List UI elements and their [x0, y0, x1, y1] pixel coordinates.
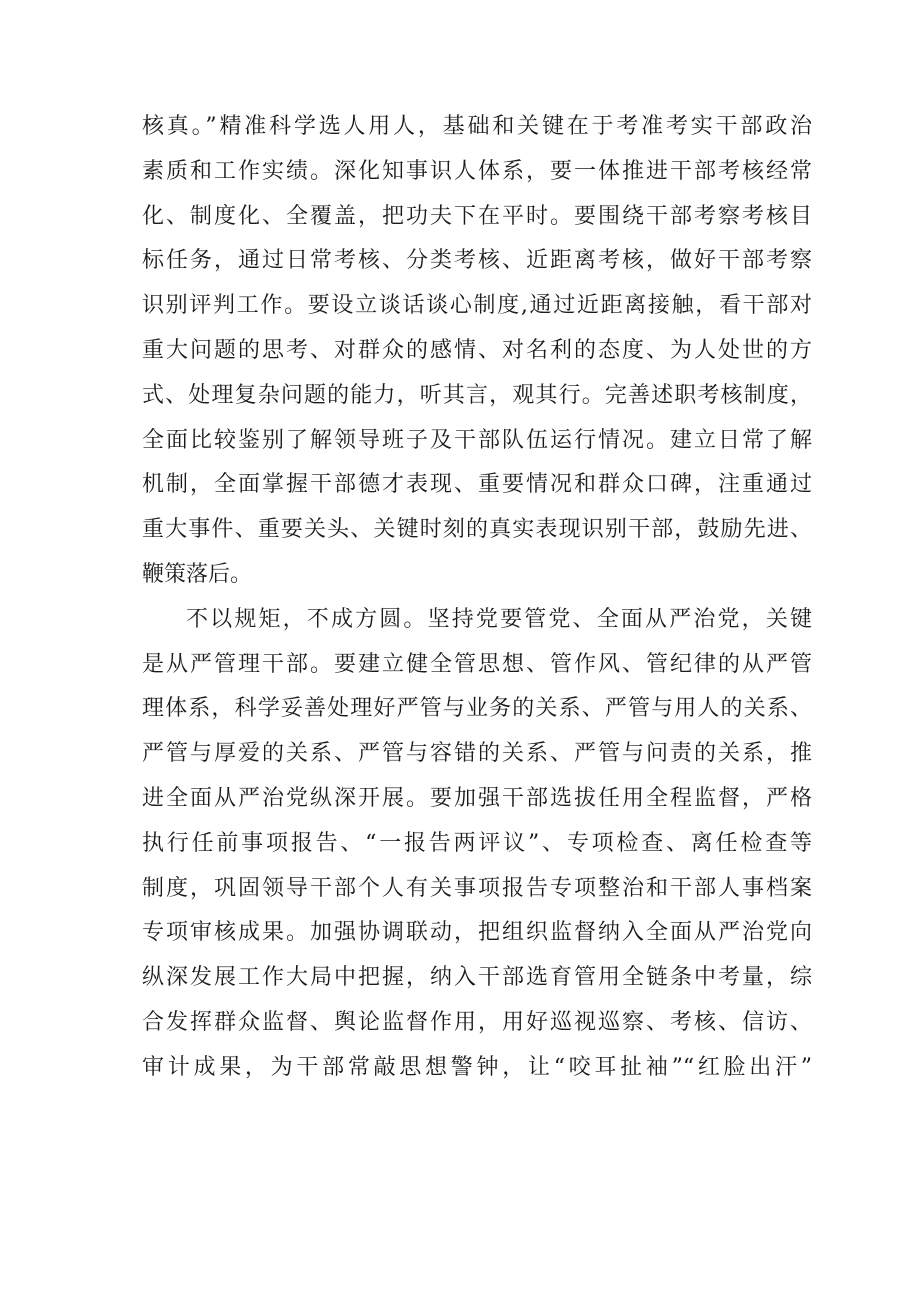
text-line: 理体系，科学妥善处理好严管与业务的关系、严管与用人的关系、: [142, 696, 812, 722]
text-line: 重大事件、重要关头、关键时刻的真实表现识别干部，鼓励先进、: [142, 517, 812, 543]
document-body: [142, 105, 812, 1091]
text-line: 是从严管理干部。要建立健全管思想、管作风、管纪律的从严管: [142, 651, 812, 677]
text-line: 标任务，通过日常考核、分类考核、近距离考核，做好干部考察: [142, 248, 812, 274]
text-line: 严管与厚爱的关系、严管与容错的关系、严管与问责的关系，推: [142, 741, 812, 767]
text-line: 进全面从严治党纵深开展。要加强干部选拔任用全程监督，严格: [142, 785, 812, 811]
text-line: 执行任前事项报告、“一报告两评议”、专项检查、离任检查等: [142, 830, 812, 856]
text-line: 纵深发展工作大局中把握，纳入干部选育管用全链条中考量，综: [142, 965, 812, 991]
paragraph-1: [142, 105, 812, 598]
text-line: 式、处理复杂问题的能力，听其言，观其行。完善述职考核制度，: [142, 382, 812, 408]
text-line: 机制，全面掌握干部德才表现、重要情况和群众口碑，注重通过: [142, 472, 812, 498]
text-line: 专项审核成果。加强协调联动，把组织监督纳入全面从严治党向: [142, 920, 812, 946]
text-line: 核真。”精准科学选人用人，基础和关键在于考准考实干部政治: [142, 114, 812, 139]
text-line: 审计成果，为干部常敲思想警钟，让“咬耳扯袖”“红脸出汗”: [142, 1054, 812, 1080]
text-line: 素质和工作实绩。深化知事识人体系，要一体推进干部考核经常: [142, 158, 812, 184]
text-line: 重大问题的思考、对群众的感情、对名利的态度、为人处世的方: [142, 337, 812, 363]
text-line: 鞭策落后。: [142, 561, 253, 587]
text-line: 不以规矩，不成方圆。坚持党要管党、全面从严治党，关键: [186, 606, 812, 632]
text-line: 合发挥群众监督、舆论监督作用，用好巡视巡察、考核、信访、: [142, 1009, 812, 1035]
paragraph-2: [142, 598, 812, 1091]
text-line: 制度，巩固领导干部个人有关事项报告专项整治和干部人事档案: [142, 875, 812, 901]
text-line: 全面比较鉴别了解领导班子及干部队伍运行情况。建立日常了解: [142, 427, 812, 453]
text-line: 化、制度化、全覆盖，把功夫下在平时。要围绕干部考察考核目: [142, 203, 812, 229]
text-line: 识别评判工作。要设立谈话谈心制度,通过近距离接触，看干部对: [142, 293, 812, 319]
